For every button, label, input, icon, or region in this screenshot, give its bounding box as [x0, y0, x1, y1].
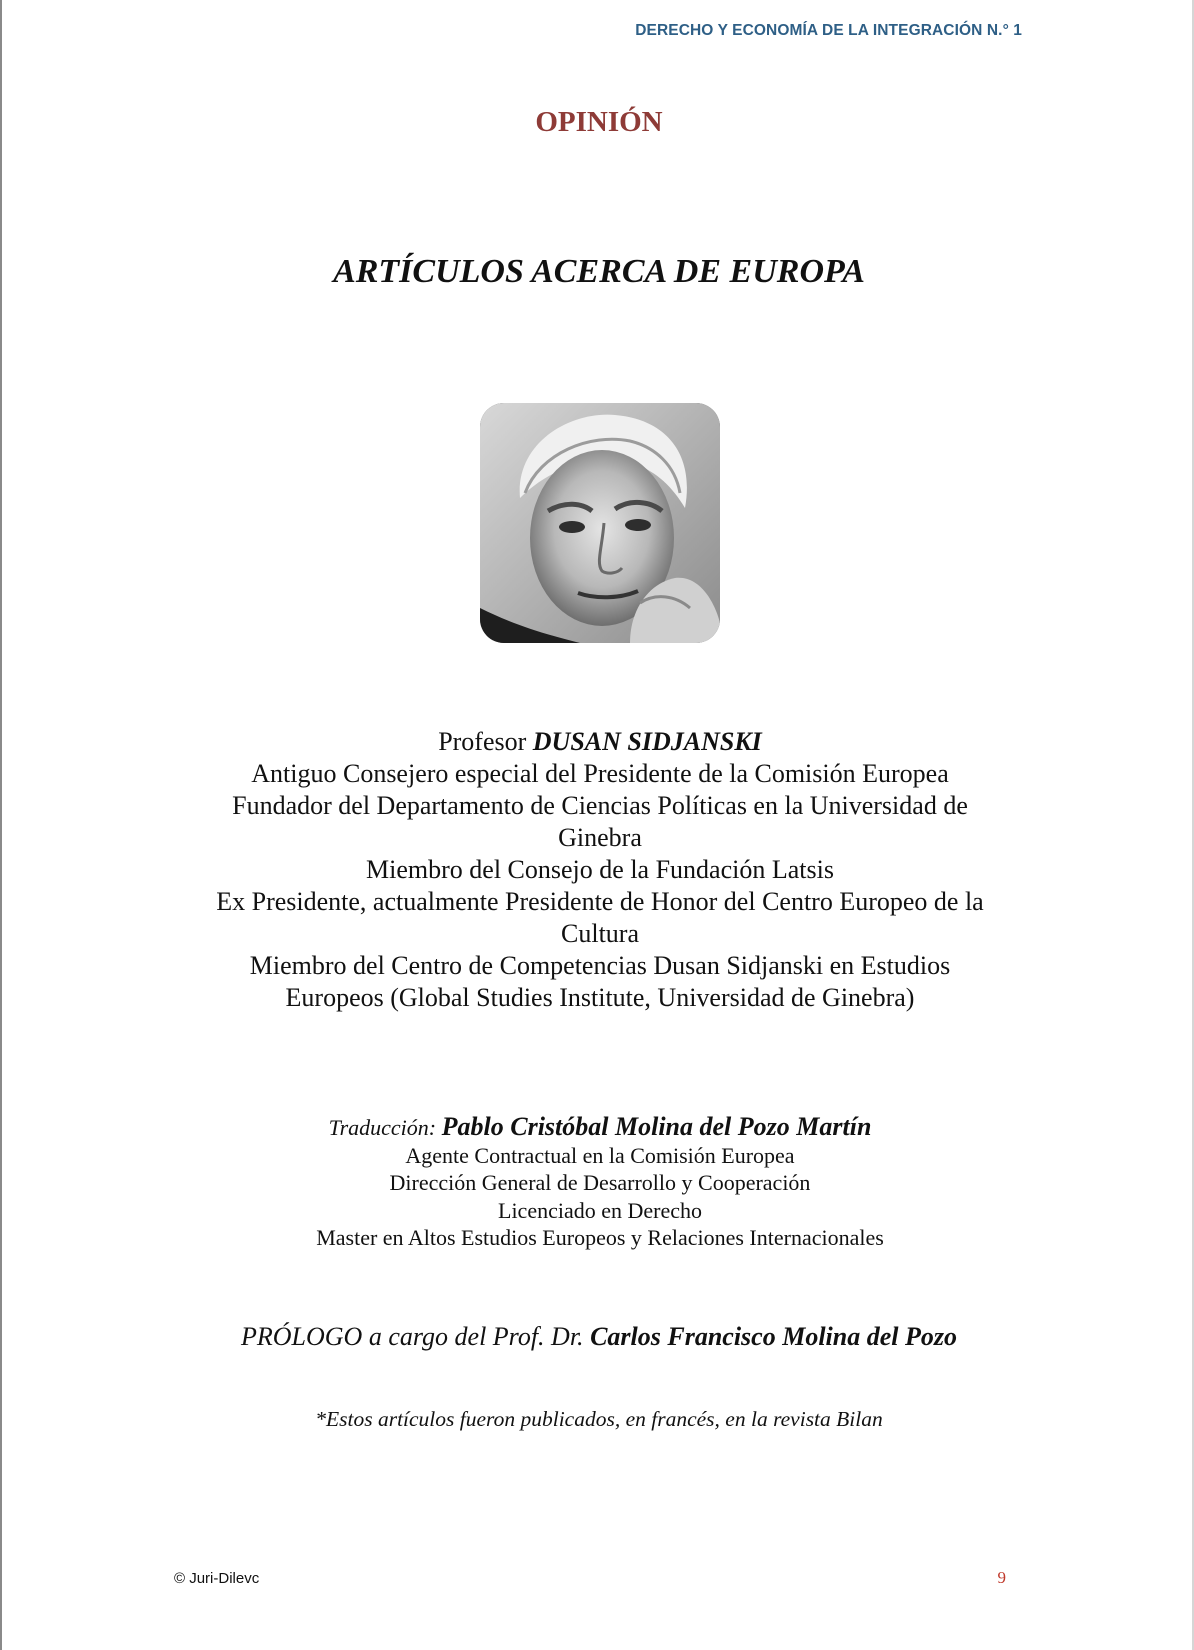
- author-block: [152, 726, 1048, 1014]
- prologue-name: Carlos Francisco Molina del Pozo: [590, 1322, 957, 1351]
- author-prefix: Profesor: [438, 727, 527, 756]
- prologue-prefix: PRÓLOGO a cargo del Prof. Dr.: [241, 1322, 584, 1351]
- copyright-notice: © Juri-Dilevc: [174, 1570, 260, 1587]
- author-credential: Cultura: [561, 919, 639, 948]
- translator-label: Traducción:: [328, 1115, 437, 1140]
- translator-line: [152, 1113, 1048, 1142]
- page-number: 9: [997, 1568, 1006, 1587]
- author-credential: Miembro del Consejo de la Fundación Latsis: [366, 855, 834, 884]
- running-header: DERECHO Y ECONOMÍA DE LA INTEGRACIÓN N.° 1: [635, 22, 1022, 39]
- translator-block: [152, 1113, 1048, 1252]
- author-credential: Ginebra: [558, 823, 642, 852]
- page-title: ARTÍCULOS ACERCA DE EUROPA: [333, 253, 865, 290]
- author-portrait: [480, 403, 720, 643]
- author-credential: Miembro del Centro de Competencias Dusan Sidjanski en Estudios: [249, 951, 951, 980]
- translator-name: Pablo Cristóbal Molina del Pozo Martín: [441, 1112, 872, 1141]
- author-name: DUSAN SIDJANSKI: [532, 727, 762, 756]
- footnote: *Estos artículos fueron publicados, en francés, en la revista Bilan: [315, 1407, 883, 1431]
- author-credential: Ex Presidente, actualmente Presidente de Honor del Centro Europeo de la: [216, 887, 984, 916]
- section-label: OPINIÓN: [535, 106, 663, 138]
- author-credential: Fundador del Departamento de Ciencias Políticas en la Universidad de: [232, 791, 968, 820]
- translator-credential: Master en Altos Estudios Europeos y Relaciones Internacionales: [316, 1225, 884, 1250]
- translator-credential: Agente Contractual en la Comisión Europea: [405, 1142, 795, 1168]
- author-line: [152, 726, 1048, 758]
- author-credential: Antiguo Consejero especial del Presidente de la Comisión Europea: [251, 759, 949, 788]
- translator-credential: Dirección General de Desarrollo y Cooperación: [389, 1170, 811, 1195]
- author-credential: Europeos (Global Studies Institute, Universidad de Ginebra): [285, 983, 915, 1012]
- translator-credential: Licenciado en Derecho: [498, 1197, 702, 1223]
- prologue-line: [2, 1322, 1194, 1352]
